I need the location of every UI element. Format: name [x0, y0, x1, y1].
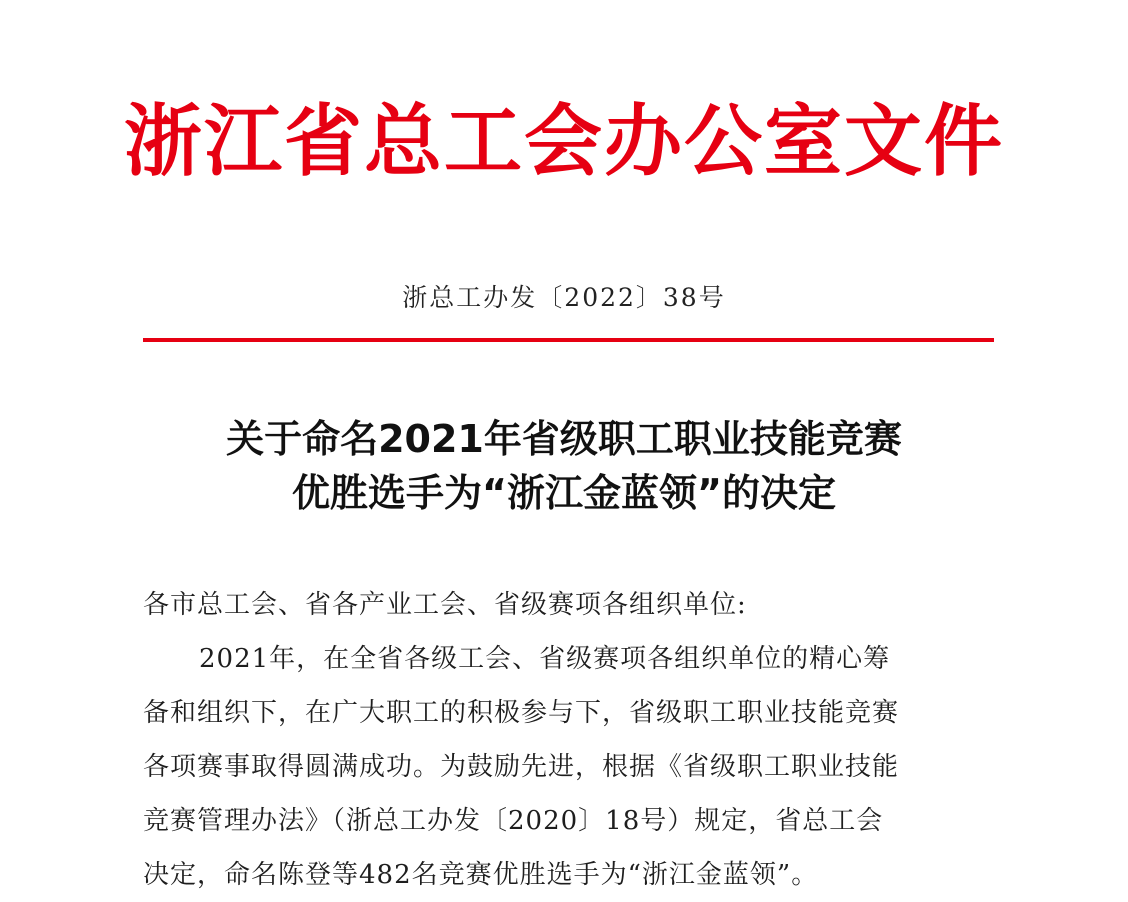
document-title — [0, 412, 1128, 520]
document-title-line-1: 关于命名2021年省级职工职业技能竞赛 — [226, 417, 902, 461]
body-line-1: 2021年，在全省各级工会、省级赛项各组织单位的精心筹 — [199, 644, 891, 674]
document-header-title: 浙江省总工会办公室文件 — [123, 97, 1004, 187]
salutation: 各市总工会、省各产业工会、省级赛项各组织单位: — [143, 590, 747, 620]
body-line-3: 各项赛事取得圆满成功。为鼓励先进，根据《省级职工职业技能 — [143, 752, 900, 782]
body-line-4: 竞赛管理办法》（浙总工办发〔2020〕18号）规定，省总工会 — [143, 806, 884, 836]
document-body — [143, 578, 1003, 902]
body-line-2: 备和组织下，在广大职工的积极参与下，省级职工职业技能竞赛 — [143, 698, 900, 728]
document-number: 浙总工办发〔2022〕38号 — [402, 283, 726, 312]
body-line-5: 决定，命名陈登等482名竞赛优胜选手为“浙江金蓝领”。 — [143, 860, 819, 890]
document-title-line-2: 优胜选手为“浙江金蓝领”的决定 — [292, 471, 836, 515]
red-header-rule — [143, 338, 994, 342]
